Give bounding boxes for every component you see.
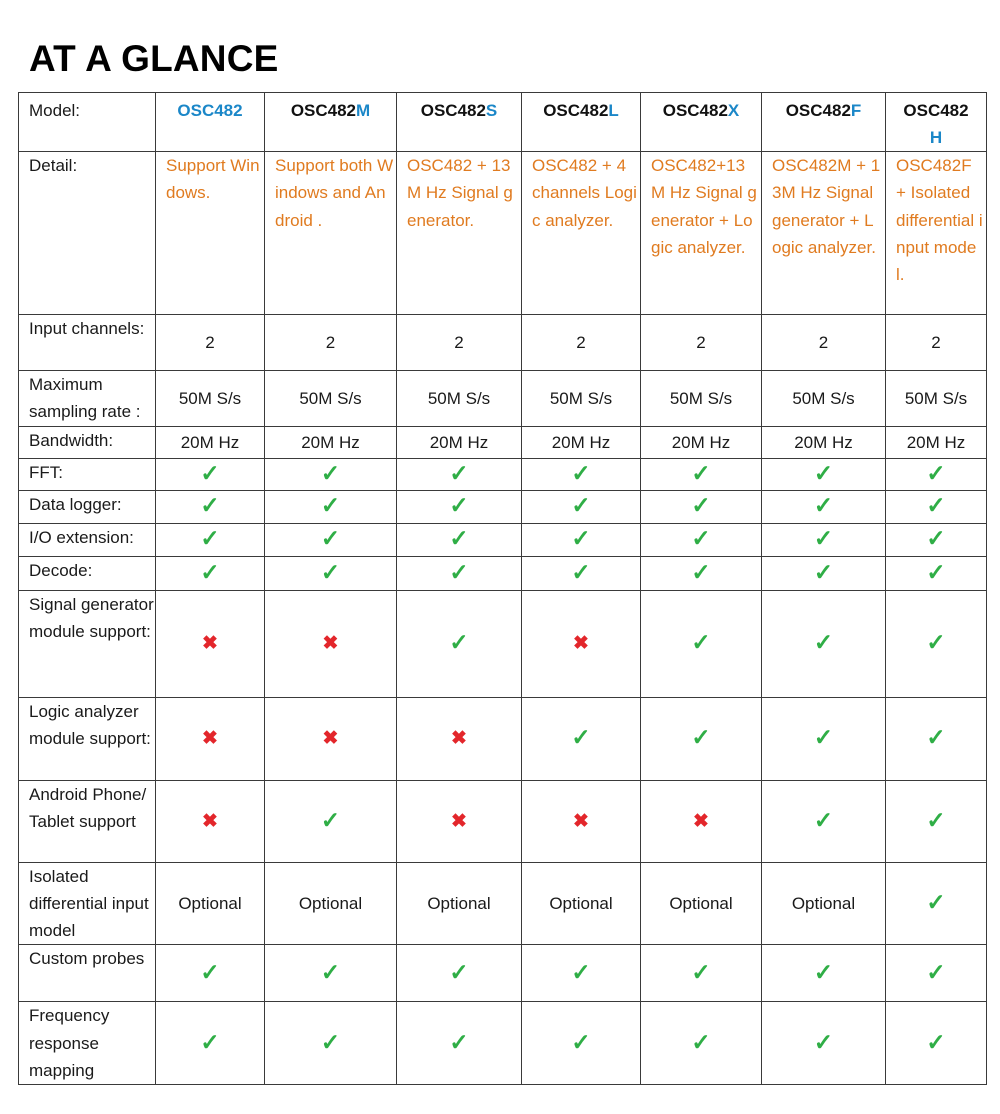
table-row [19,780,987,862]
cross-icon: ✖ [573,633,589,655]
model-header [522,93,641,152]
row-label: Input channels: [19,315,156,371]
spec-cell [265,556,397,590]
row-label: Detail: [19,152,156,315]
model-name-variant: OSC482 [177,101,243,120]
check-icon: ✓ [691,724,711,751]
model-name-variant: X [727,101,740,120]
table-header-row [19,93,987,152]
spec-cell [156,523,265,556]
check-icon: ✓ [449,558,469,585]
model-name-variant: M [356,101,371,120]
spec-cell [641,780,762,862]
table-row [19,1002,987,1085]
spec-value: Optional [265,862,397,945]
check-icon: ✓ [320,1028,341,1055]
spec-cell [641,697,762,780]
spec-value: 2 [156,315,265,371]
check-icon: ✓ [320,958,341,985]
model-header [397,93,522,152]
spec-cell [762,458,886,490]
spec-cell [156,590,265,697]
check-icon: ✓ [571,958,591,985]
model-detail: OSC482 + 13M Hz Signal generator. [397,152,522,315]
spec-cell [265,523,397,556]
spec-cell [886,523,987,556]
spec-cell [762,697,886,780]
check-icon: ✓ [813,558,834,585]
spec-cell [522,556,641,590]
check-icon: ✓ [320,492,341,519]
model-name-base: OSC482 [420,101,486,120]
check-icon: ✓ [571,459,591,486]
spec-cell [397,458,522,490]
check-icon: ✓ [200,558,220,585]
spec-cell [156,697,265,780]
table-row [19,152,987,315]
table-row [19,697,987,780]
check-icon: ✓ [320,459,341,486]
spec-cell [886,458,987,490]
spec-cell [886,490,987,523]
model-name-variant: L [608,101,619,120]
spec-value: 20M Hz [641,426,762,458]
spec-cell [522,523,641,556]
check-icon: ✓ [200,459,220,486]
spec-cell [886,697,987,780]
row-label: Android Phone/ Tablet support [19,780,156,862]
row-label: I/O extension: [19,523,156,556]
spec-cell [886,780,987,862]
row-label: Bandwidth: [19,426,156,458]
check-icon: ✓ [449,459,469,486]
row-label: Logic analyzer module support: [19,697,156,780]
page-title: AT A GLANCE [29,38,279,79]
spec-cell [265,458,397,490]
spec-cell [762,490,886,523]
spec-cell [522,458,641,490]
model-header [762,93,886,152]
spec-cell [886,945,987,1002]
spec-cell [522,490,641,523]
spec-cell [265,590,397,697]
check-icon: ✓ [813,958,834,985]
spec-cell [762,1002,886,1085]
model-header [886,93,987,152]
model-column-label: Model: [19,93,156,152]
check-icon: ✓ [813,459,834,486]
table-row [19,458,987,490]
spec-cell [522,590,641,697]
spec-value: 50M S/s [886,371,987,427]
model-name-base: OSC482 [662,101,728,120]
spec-cell [641,458,762,490]
check-icon: ✓ [200,525,220,552]
model-name-base: OSC482 [785,101,851,120]
spec-cell [641,590,762,697]
check-icon: ✓ [926,459,946,486]
spec-cell [762,556,886,590]
check-icon: ✓ [691,629,711,656]
check-icon: ✓ [926,1028,946,1055]
check-icon: ✓ [691,558,711,585]
spec-value: 50M S/s [641,371,762,427]
spec-cell [397,697,522,780]
check-icon: ✓ [813,806,834,833]
cross-icon: ✖ [322,728,339,750]
spec-value: 2 [762,315,886,371]
model-detail: Support both Windows and Android . [265,152,397,315]
check-icon: ✓ [571,525,591,552]
spec-cell [762,780,886,862]
spec-cell [886,1002,987,1085]
check-icon: ✓ [926,889,946,916]
cross-icon: ✖ [202,810,218,832]
spec-value: 20M Hz [397,426,522,458]
spec-value: Optional [156,862,265,945]
check-icon: ✓ [813,629,834,656]
spec-cell [397,1002,522,1085]
cross-icon: ✖ [322,633,339,655]
spec-cell [886,590,987,697]
table-row [19,945,987,1002]
row-label: Data logger: [19,490,156,523]
spec-cell [886,556,987,590]
check-icon: ✓ [571,1028,591,1055]
spec-cell [641,556,762,590]
check-icon: ✓ [571,492,591,519]
spec-value: Optional [522,862,641,945]
cross-icon: ✖ [451,810,467,832]
check-icon: ✓ [813,1028,834,1055]
row-label: Decode: [19,556,156,590]
spec-value: 50M S/s [265,371,397,427]
check-icon: ✓ [200,492,220,519]
check-icon: ✓ [926,525,946,552]
check-icon: ✓ [926,724,946,751]
model-header [641,93,762,152]
spec-table [18,92,987,1085]
spec-cell [156,1002,265,1085]
check-icon: ✓ [691,525,711,552]
spec-cell [762,590,886,697]
check-icon: ✓ [926,558,946,585]
check-icon: ✓ [320,525,341,552]
check-icon: ✓ [200,958,220,985]
spec-cell [762,945,886,1002]
spec-value: Optional [397,862,522,945]
spec-cell [265,490,397,523]
spec-value: Optional [641,862,762,945]
check-icon: ✓ [449,958,469,985]
spec-cell [522,945,641,1002]
check-icon: ✓ [813,525,834,552]
check-icon: ✓ [691,958,711,985]
spec-value: 20M Hz [522,426,641,458]
check-icon: ✓ [449,1028,469,1055]
check-icon: ✓ [813,724,834,751]
table-row [19,426,987,458]
row-label: Signal generator module support: [19,590,156,697]
spec-value: 50M S/s [522,371,641,427]
model-detail: OSC482F + Isolated differential input model. [886,152,987,315]
spec-value: 20M Hz [265,426,397,458]
spec-cell [522,697,641,780]
check-icon: ✓ [571,724,591,751]
spec-value: 20M Hz [762,426,886,458]
cross-icon: ✖ [202,728,218,750]
row-label: Custom probes [19,945,156,1002]
check-icon: ✓ [571,558,591,585]
model-name-base: OSC482 [543,101,609,120]
check-icon: ✓ [200,1028,220,1055]
spec-cell [265,945,397,1002]
cross-icon: ✖ [451,728,467,750]
spec-cell [397,556,522,590]
table-row [19,590,987,697]
check-icon: ✓ [320,806,341,833]
spec-cell [265,780,397,862]
row-label: Frequency response mapping [19,1002,156,1085]
spec-cell [397,490,522,523]
spec-value: Optional [762,862,886,945]
model-detail: OSC482 + 4 channels Logic analyzer. [522,152,641,315]
model-name-base: OSC482 [290,101,357,120]
spec-value: 50M S/s [397,371,522,427]
spec-cell [762,523,886,556]
model-name-base: OSC482 [903,101,969,120]
model-name-variant: F [850,101,862,120]
table-row [19,556,987,590]
spec-value: 2 [886,315,987,371]
model-header [156,93,265,152]
check-icon: ✓ [691,1028,711,1055]
row-label: Isolated differential input model [19,862,156,945]
cross-icon: ✖ [202,633,218,655]
model-name-variant: S [485,101,498,120]
spec-value: 50M S/s [156,371,265,427]
table-row [19,315,987,371]
check-icon: ✓ [449,525,469,552]
model-header [265,93,397,152]
spec-cell [886,862,987,945]
spec-cell [641,945,762,1002]
table-row [19,490,987,523]
check-icon: ✓ [926,806,946,833]
model-name-variant: H [929,128,943,147]
cross-icon: ✖ [573,810,589,832]
spec-value: 50M S/s [762,371,886,427]
spec-cell [156,556,265,590]
spec-cell [265,697,397,780]
spec-cell [522,780,641,862]
spec-cell [641,490,762,523]
check-icon: ✓ [926,629,946,656]
table-row [19,862,987,945]
check-icon: ✓ [691,459,711,486]
model-detail: OSC482+13M Hz Signal generator + Logic analyzer. [641,152,762,315]
model-detail: Support Windows. [156,152,265,315]
model-detail: OSC482M + 13M Hz Signal generator + Logic analyzer. [762,152,886,315]
spec-cell [156,458,265,490]
table-row [19,371,987,427]
spec-cell [522,1002,641,1085]
table-row [19,523,987,556]
row-label: FFT: [19,458,156,490]
check-icon: ✓ [691,492,711,519]
spec-cell [156,490,265,523]
spec-cell [156,945,265,1002]
spec-value: 2 [265,315,397,371]
spec-cell [397,945,522,1002]
spec-cell [397,780,522,862]
check-icon: ✓ [449,629,469,656]
check-icon: ✓ [813,492,834,519]
cross-icon: ✖ [693,810,709,832]
check-icon: ✓ [926,492,946,519]
spec-cell [397,523,522,556]
spec-value: 20M Hz [156,426,265,458]
spec-value: 2 [641,315,762,371]
spec-cell [641,523,762,556]
spec-value: 20M Hz [886,426,987,458]
spec-cell [397,590,522,697]
check-icon: ✓ [926,958,946,985]
spec-cell [641,1002,762,1085]
spec-cell [265,1002,397,1085]
spec-value: 2 [397,315,522,371]
spec-value: 2 [522,315,641,371]
spec-cell [156,780,265,862]
check-icon: ✓ [320,558,341,585]
check-icon: ✓ [449,492,469,519]
row-label: Maximum sampling rate : [19,371,156,427]
